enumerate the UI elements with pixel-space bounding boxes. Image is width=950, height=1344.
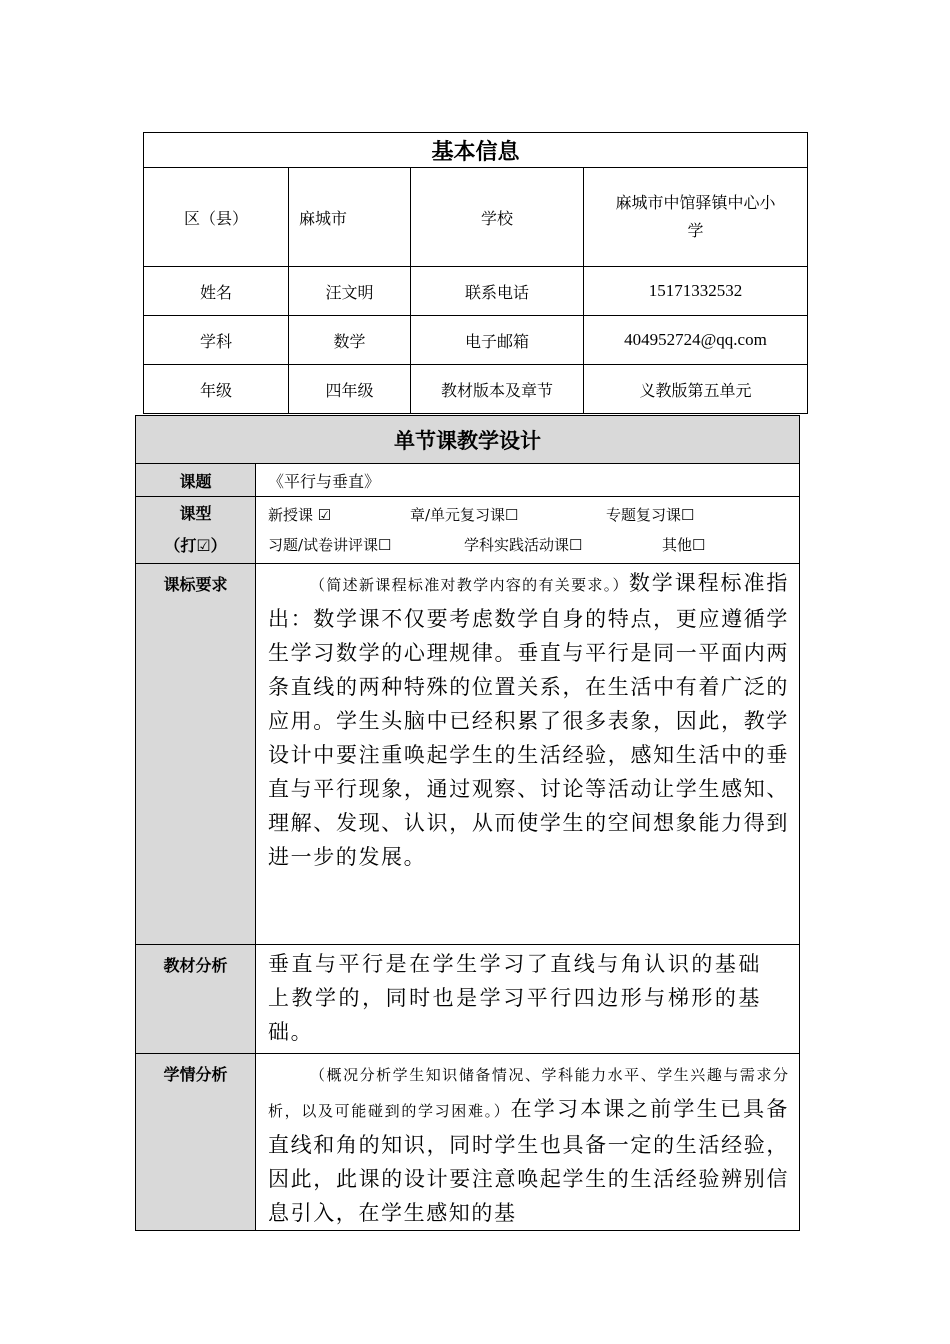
subject-label: 学科 xyxy=(144,316,289,365)
curriculum-text: 数学课程标准指出：数学课不仅要考虑数学自身的特点，更应遵循学生学习数学的心理规律。垂直与平行是同一平面内两条直线的两种特殊的位置关系，在生活中有着广泛的应用。学生头脑中已经积累了很多表象，因此，教学设计中要注重唤起学生的生活经验，感知生活中的垂直与平行现象，通过观察、讨论等活动让学生感知、理解、发现、认识，从而使学生的空间想象能力得到进一步的发展。 xyxy=(268,571,789,869)
material-cell xyxy=(256,945,800,1054)
school-value xyxy=(584,168,808,267)
lesson-type-options xyxy=(256,497,800,564)
edition-label: 教材版本及章节 xyxy=(411,365,584,414)
student-label: 学情分析 xyxy=(136,1054,256,1231)
grade-value: 四年级 xyxy=(289,365,411,414)
student-hint: （概况分析学生知识储备情况、学科能力水平、学生兴趣与需求分析，以及可能碰到的学习困难。） xyxy=(268,1066,789,1120)
lesson-design-table xyxy=(135,415,800,1231)
type-option-chapter-review[interactable]: 章/单元复习课☐ xyxy=(410,506,519,524)
school-value-line1: 麻城市中馆驿镇中心小 xyxy=(615,193,776,212)
email-label: 电子邮箱 xyxy=(411,316,584,365)
name-value: 汪文明 xyxy=(289,267,411,316)
school-label: 学校 xyxy=(411,168,584,267)
grade-label: 年级 xyxy=(144,365,289,414)
type-option-special-review[interactable]: 专题复习课☐ xyxy=(606,506,695,524)
phone-value: 15171332532 xyxy=(584,267,808,316)
subject-value: 数学 xyxy=(289,316,411,365)
school-value-line2: 学 xyxy=(687,221,704,240)
curriculum-hint: （简述新课程标准对教学内容的有关要求。） xyxy=(310,576,629,594)
curriculum-cell xyxy=(256,564,800,945)
curriculum-label: 课标要求 xyxy=(136,564,256,945)
lesson-type-label xyxy=(136,497,256,564)
phone-label: 联系电话 xyxy=(411,267,584,316)
student-text: 在学习本课之前学生已具备直线和角的知识，同时学生也具备一定的生活经验，因此，此课的设计要注意唤起学生的生活经验辨别信息引入，在学生感知的基 xyxy=(268,1097,789,1225)
name-label: 姓名 xyxy=(144,267,289,316)
type-option-exercise[interactable]: 习题/试卷讲评课☐ xyxy=(268,536,392,554)
type-option-new-lesson[interactable]: 新授课 ☑ xyxy=(268,506,332,524)
district-value: 麻城市 xyxy=(289,168,411,267)
lesson-design-title: 单节课教学设计 xyxy=(136,416,800,464)
type-option-practice[interactable]: 学科实践活动课☐ xyxy=(464,536,583,554)
lesson-type-label-line2: （打☑） xyxy=(164,536,227,555)
email-value: 404952724@qq.com xyxy=(584,316,808,365)
lesson-type-label-line1: 课型 xyxy=(179,504,212,523)
district-label: 区（县） xyxy=(144,168,289,267)
type-option-other[interactable]: 其他☐ xyxy=(662,536,706,554)
topic-label: 课题 xyxy=(136,464,256,497)
basic-info-table xyxy=(143,132,808,414)
student-cell xyxy=(256,1054,800,1231)
material-text: 垂直与平行是在学生学习了直线与角认识的基础上教学的，同时也是学习平行四边形与梯形的基础。 xyxy=(268,952,761,1044)
material-label: 教材分析 xyxy=(136,945,256,1054)
topic-value: 《平行与垂直》 xyxy=(256,464,800,497)
basic-info-title: 基本信息 xyxy=(144,133,808,168)
edition-value: 义教版第五单元 xyxy=(584,365,808,414)
